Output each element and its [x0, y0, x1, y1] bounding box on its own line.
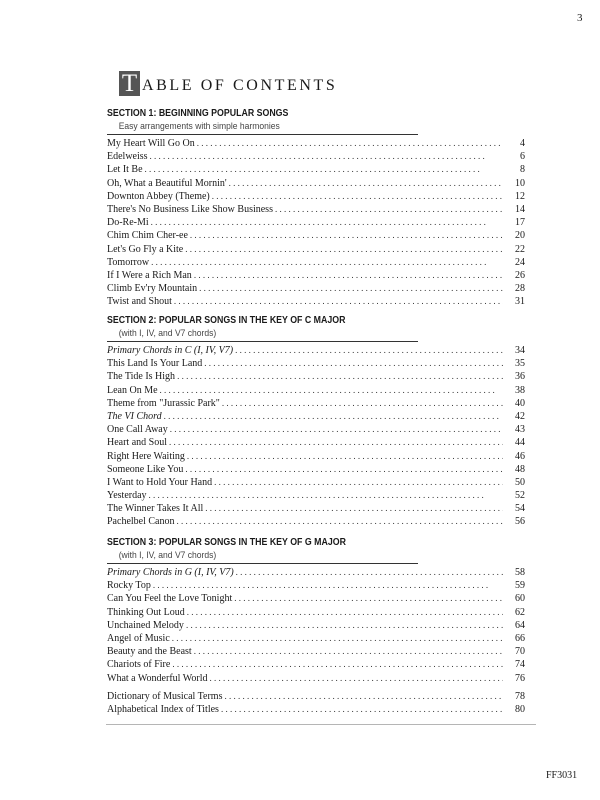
dot-leader — [160, 384, 503, 397]
dot-leader — [174, 295, 503, 308]
entry-page-number: 58 — [515, 567, 525, 578]
entry-title: Chim Chim Cher-ee — [107, 230, 188, 242]
section-subheading: (with I, IV, and V7 chords) — [118, 550, 217, 561]
entry-page-number: 66 — [515, 632, 525, 644]
entry-page-number: 80 — [515, 703, 525, 715]
entry-title: Right Here Waiting — [107, 450, 185, 462]
dot-leader — [145, 163, 503, 176]
entry-title: This Land Is Your Land — [107, 358, 203, 370]
toc-entry — [107, 177, 525, 190]
entry-page-number: 78 — [515, 690, 525, 702]
entry-page-number: 26 — [515, 269, 525, 281]
dot-leader — [199, 282, 503, 295]
toc-entry — [107, 450, 525, 463]
entry-title: Let It Be — [107, 164, 143, 176]
entry-title: Primary Chords in G (I, IV, V7) — [107, 567, 234, 578]
toc-entry — [107, 203, 525, 216]
entry-title: Angel of Music — [107, 632, 170, 644]
section-2 — [107, 314, 525, 529]
toc-entry — [107, 463, 525, 476]
dot-leader — [172, 632, 503, 645]
entry-page-number: 8 — [520, 164, 525, 176]
toc-entry — [107, 690, 525, 703]
dot-leader — [190, 229, 503, 242]
entry-page-number: 28 — [515, 283, 525, 295]
entry-title: The Tide Is High — [107, 371, 176, 383]
section-3 — [107, 536, 525, 716]
entry-title: I Want to Hold Your Hand — [107, 476, 213, 488]
entry-title: Yesterday — [107, 490, 147, 502]
title-text: ABLE OF CONTENTS — [142, 77, 338, 94]
entry-title: Theme from "Jurassic Park" — [107, 397, 220, 409]
entry-title: Let's Go Fly a Kite — [107, 243, 184, 255]
entry-page-number: 17 — [515, 217, 525, 229]
dot-leader — [149, 489, 503, 502]
section-rule — [107, 134, 418, 135]
toc-entry — [107, 384, 525, 397]
entry-title: Heart and Soul — [107, 437, 167, 449]
toc-entry — [107, 645, 525, 658]
toc-entry — [107, 282, 525, 295]
dot-leader — [164, 410, 503, 423]
dot-leader — [176, 515, 503, 528]
entry-page-number: 74 — [515, 659, 525, 671]
dot-leader — [170, 423, 503, 436]
entry-page-number: 4 — [520, 138, 525, 149]
entry-title: Dictionary of Musical Terms — [107, 690, 223, 702]
toc-entry — [107, 344, 525, 357]
entry-title: What a Wonderful World — [107, 672, 208, 684]
dot-leader — [236, 566, 503, 579]
section-rule — [107, 563, 418, 564]
entry-title: There's No Business Like Show Business — [107, 203, 273, 215]
toc-entry — [107, 357, 525, 370]
entry-title: The Winner Takes It All — [107, 503, 204, 515]
appendix-list — [107, 690, 525, 716]
dot-leader — [210, 672, 504, 685]
dot-leader — [229, 177, 503, 190]
dot-leader — [186, 619, 503, 632]
section-1 — [107, 107, 525, 308]
entry-title: One Call Away — [107, 424, 168, 436]
entry-title: Primary Chords in C (I, IV, V7) — [107, 345, 234, 356]
entry-page-number: 14 — [515, 203, 525, 215]
entry-title: Can You Feel the Love Tonight — [107, 593, 233, 605]
dot-leader — [187, 450, 503, 463]
entry-list — [107, 344, 525, 529]
page-number: 3 — [577, 12, 583, 24]
dot-leader — [275, 203, 503, 216]
dot-leader — [187, 606, 503, 619]
entry-page-number: 6 — [520, 151, 525, 163]
toc-entry — [107, 658, 525, 671]
entry-title: Oh, What a Beautiful Mornin' — [107, 177, 227, 189]
toc-entry — [107, 410, 525, 423]
dot-leader — [205, 502, 503, 515]
entry-title: Lean On Me — [107, 384, 158, 396]
toc-entry — [107, 515, 525, 528]
entry-page-number: 31 — [515, 296, 525, 308]
toc-entry — [107, 703, 525, 716]
entry-title: My Heart Will Go On — [107, 138, 195, 149]
section-heading: SECTION 1: BEGINNING POPULAR SONGS — [107, 108, 289, 119]
entry-page-number: 76 — [515, 672, 525, 684]
toc-entry — [107, 619, 525, 632]
toc-entry — [107, 137, 525, 150]
footer-code: FF3031 — [546, 770, 578, 781]
toc-entry — [107, 579, 525, 592]
dot-leader — [151, 216, 503, 229]
entry-list — [107, 137, 525, 308]
page-title — [119, 68, 337, 96]
dot-leader — [222, 397, 503, 410]
entry-page-number: 10 — [515, 177, 525, 189]
entry-page-number: 43 — [515, 424, 525, 436]
toc-entry — [107, 269, 525, 282]
toc-entry — [107, 476, 525, 489]
entry-page-number: 64 — [515, 619, 525, 631]
entry-title: Alphabetical Index of Titles — [107, 703, 219, 715]
entry-page-number: 34 — [515, 345, 525, 356]
entry-page-number: 59 — [515, 580, 525, 592]
entry-page-number: 52 — [515, 490, 525, 502]
toc-entry — [107, 295, 525, 308]
toc-entry — [107, 163, 525, 176]
toc-entry — [107, 436, 525, 449]
toc-entry — [107, 216, 525, 229]
entry-title: Chariots of Fire — [107, 659, 171, 671]
toc-entry — [107, 502, 525, 515]
toc-entry — [107, 489, 525, 502]
toc-entry — [107, 229, 525, 242]
dot-leader — [221, 703, 503, 716]
dot-leader — [177, 370, 503, 383]
entry-title: Rocky Top — [107, 580, 151, 592]
entry-page-number: 70 — [515, 646, 525, 658]
dot-leader — [235, 344, 503, 357]
entry-page-number: 50 — [515, 476, 525, 488]
entry-page-number: 24 — [515, 256, 525, 268]
entry-title: Unchained Melody — [107, 619, 184, 631]
dot-leader — [185, 463, 503, 476]
entry-page-number: 38 — [515, 384, 525, 396]
entry-page-number: 40 — [515, 397, 525, 409]
dot-leader — [194, 645, 503, 658]
entry-title: Tomorrow — [107, 256, 150, 268]
section-rule — [107, 341, 418, 342]
entry-page-number: 60 — [515, 593, 525, 605]
dot-leader — [153, 579, 503, 592]
dot-leader — [214, 476, 503, 489]
entry-title: Someone Like You — [107, 463, 184, 475]
entry-page-number: 62 — [515, 606, 525, 618]
toc-entry — [107, 632, 525, 645]
entry-title: Pachelbel Canon — [107, 516, 175, 528]
entry-title: Downton Abbey (Theme) — [107, 190, 210, 202]
footer-rule — [106, 724, 536, 725]
dot-leader — [212, 190, 503, 203]
entry-page-number: 36 — [515, 371, 525, 383]
dot-leader — [150, 150, 503, 163]
section-heading: SECTION 2: POPULAR SONGS IN THE KEY OF C MAJOR — [107, 315, 346, 326]
dot-leader — [169, 436, 503, 449]
toc-entry — [107, 423, 525, 436]
entry-page-number: 35 — [515, 358, 525, 370]
entry-title: If I Were a Rich Man — [107, 269, 192, 281]
entry-title: The VI Chord — [107, 410, 162, 422]
dot-leader — [194, 269, 503, 282]
toc-entry — [107, 150, 525, 163]
toc-entry — [107, 397, 525, 410]
entry-page-number: 54 — [515, 503, 525, 515]
toc-entry — [107, 606, 525, 619]
entry-page-number: 56 — [515, 516, 525, 528]
entry-page-number: 42 — [515, 410, 525, 422]
section-subheading: Easy arrangements with simple harmonies — [118, 121, 280, 132]
entry-title: Beauty and the Beast — [107, 646, 192, 658]
toc-entry — [107, 592, 525, 605]
title-initial: T — [119, 71, 140, 96]
entry-list — [107, 566, 525, 685]
dot-leader — [234, 592, 503, 605]
entry-title: Twist and Shout — [107, 296, 172, 308]
entry-page-number: 44 — [515, 437, 525, 449]
dot-leader — [185, 243, 503, 256]
entry-page-number: 20 — [515, 230, 525, 242]
entry-page-number: 22 — [515, 243, 525, 255]
entry-page-number: 46 — [515, 450, 525, 462]
entry-page-number: 12 — [515, 190, 525, 202]
toc-entry — [107, 370, 525, 383]
dot-leader — [151, 256, 503, 269]
entry-title: Climb Ev'ry Mountain — [107, 283, 198, 295]
toc-entry — [107, 243, 525, 256]
section-heading: SECTION 3: POPULAR SONGS IN THE KEY OF G MAJOR — [107, 537, 346, 548]
dot-leader — [204, 357, 503, 370]
dot-leader — [172, 658, 503, 671]
entry-page-number: 48 — [515, 463, 525, 475]
dot-leader — [197, 137, 503, 150]
section-subheading: (with I, IV, and V7 chords) — [118, 328, 217, 339]
toc-entry — [107, 190, 525, 203]
entry-title: Edelweiss — [107, 151, 148, 163]
entry-title: Do-Re-Mi — [107, 217, 149, 229]
toc-entry — [107, 256, 525, 269]
toc-entry — [107, 566, 525, 579]
entry-title: Thinking Out Loud — [107, 606, 185, 618]
dot-leader — [224, 690, 503, 703]
toc-entry — [107, 672, 525, 685]
